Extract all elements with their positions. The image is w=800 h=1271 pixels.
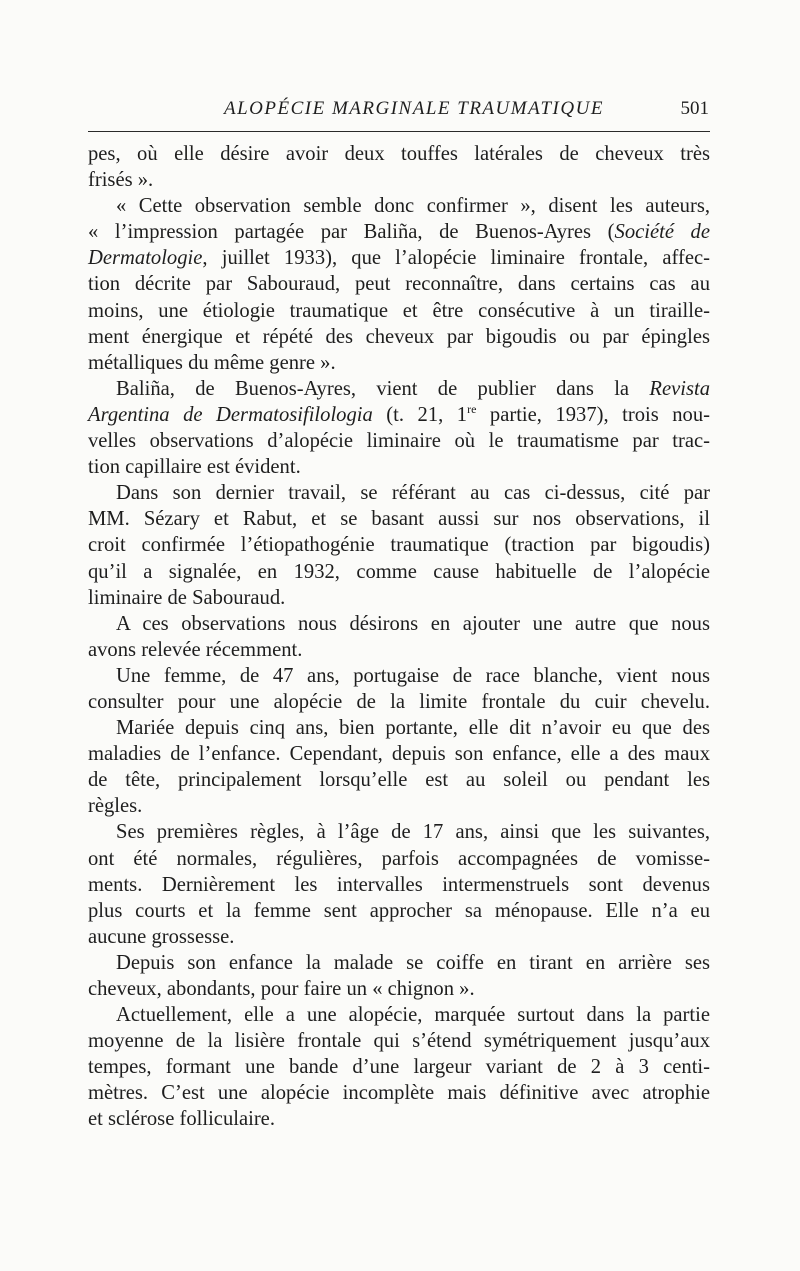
text-line: frisés ». bbox=[88, 169, 154, 192]
text-line: A ces observations nous désirons en ajouter une autre que nous bbox=[116, 612, 710, 635]
text-line: plus courts et la femme sent approcher sa ménopause. Elle n’a eu bbox=[88, 899, 710, 922]
page-number: 501 bbox=[680, 98, 709, 119]
text-line: tempes, formant une bande d’une largeur variant de 2 à 3 centi- bbox=[88, 1056, 710, 1079]
text-segment: , juillet 1933), que l’alopécie liminaire frontale, affec- bbox=[202, 247, 710, 270]
text-line: velles observations d’alopécie liminaire où le traumatisme par trac- bbox=[88, 430, 710, 453]
text-line: moins, une étiologie traumatique et être consécutive à un tiraille- bbox=[88, 299, 710, 322]
text-line: ment énergique et répété des cheveux par bigoudis ou par épingles bbox=[88, 325, 710, 348]
text-line: aucune grossesse. bbox=[88, 925, 235, 948]
italic-text: Dermatologie bbox=[88, 247, 203, 270]
text-segment: Baliña, de Buenos-Ayres, vient de publier dans la bbox=[116, 377, 650, 400]
text-line: de tête, principalement lorsqu’elle est au soleil ou pendant les bbox=[88, 769, 710, 792]
text-line: maladies de l’enfance. Cependant, depuis son enfance, elle a des maux bbox=[88, 743, 710, 766]
text-line: et sclérose folliculaire. bbox=[88, 1108, 275, 1131]
text-line: moyenne de la lisière frontale qui s’étend symétriquement jusqu’aux bbox=[88, 1030, 710, 1053]
text-line: mètres. C’est une alopécie incomplète mais définitive avec atrophie bbox=[88, 1082, 710, 1105]
text-line: métalliques du même genre ». bbox=[88, 351, 336, 374]
superscript: re bbox=[467, 402, 477, 417]
text-line bbox=[88, 376, 710, 402]
italic-text: Revista bbox=[649, 377, 710, 400]
text-line: ments. Dernièrement les intervalles intermenstruels sont devenus bbox=[88, 873, 710, 896]
text-line: cheveux, abondants, pour faire un « chignon ». bbox=[88, 978, 475, 1000]
text-line: « Cette observation semble donc confirmer », disent les auteurs, bbox=[116, 195, 710, 218]
text-line: avons relevée récemment. bbox=[88, 638, 303, 661]
text-line: pes, où elle désire avoir deux touffes latérales de cheveux très bbox=[88, 143, 710, 165]
text-line: qu’il a signalée, en 1932, comme cause habituelle de l’alopécie bbox=[88, 560, 710, 583]
text-line: MM. Sézary et Rabut, et se basant aussi sur nos observations, il bbox=[88, 508, 710, 531]
running-title: ALOPÉCIE MARGINALE TRAUMATIQUE bbox=[224, 98, 604, 119]
header-rule bbox=[88, 131, 710, 132]
text-line: Dans son dernier travail, se référant au cas ci-dessus, cité par bbox=[116, 482, 710, 505]
italic-text: Société de bbox=[614, 221, 710, 244]
text-segment: « l’impression partagée par Baliña, de Buenos-Ayres ( bbox=[88, 221, 615, 244]
text-segment: partie, 1937), trois nou- bbox=[476, 403, 710, 426]
body-text bbox=[88, 141, 710, 1133]
text-line: Mariée depuis cinq ans, bien portante, elle dit n’avoir eu que des bbox=[116, 717, 710, 740]
text-line bbox=[88, 219, 710, 245]
text-line: Une femme, de 47 ans, portugaise de race blanche, vient nous bbox=[116, 664, 710, 687]
text-line bbox=[88, 402, 710, 428]
text-line: Ses premières règles, à l’âge de 17 ans, ainsi que les suivantes, bbox=[116, 821, 710, 844]
page-header bbox=[87, 98, 709, 128]
text-line bbox=[88, 245, 710, 271]
text-line: ont été normales, régulières, parfois accompagnées de vomisse- bbox=[88, 847, 710, 870]
italic-text: Argentina de Dermatosifilologia bbox=[88, 403, 373, 426]
text-line: tion capillaire est évident. bbox=[88, 456, 301, 479]
text-line: Actuellement, elle a une alopécie, marquée surtout dans la partie bbox=[116, 1004, 710, 1027]
text-line: croit confirmée l’étiopathogénie traumatique (traction par bigoudis) bbox=[88, 534, 710, 557]
text-line: tion décrite par Sabouraud, peut reconnaître, dans certains cas au bbox=[88, 273, 710, 296]
text-line: règles. bbox=[88, 795, 143, 818]
text-line: consulter pour une alopécie de la limite frontale du cuir chevelu. bbox=[88, 690, 710, 713]
text-line: Depuis son enfance la malade se coiffe en tirant en arrière ses bbox=[116, 951, 710, 974]
text-line: liminaire de Sabouraud. bbox=[88, 586, 286, 609]
text-segment: (t. 21, 1 bbox=[372, 403, 468, 426]
